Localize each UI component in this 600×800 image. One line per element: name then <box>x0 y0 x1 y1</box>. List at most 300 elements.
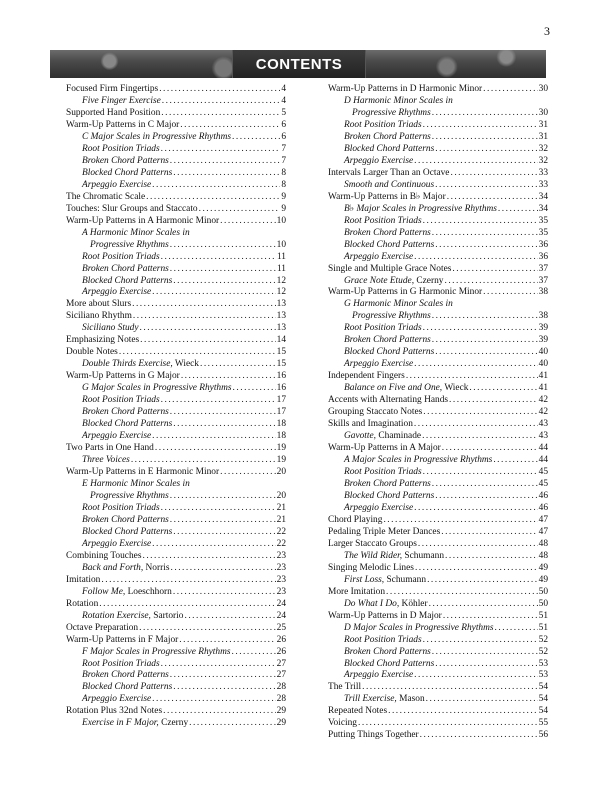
toc-entry[interactable] <box>66 395 286 407</box>
toc-entry-page-number: 14 <box>276 335 286 346</box>
toc-entry-page-number: 39 <box>538 323 548 334</box>
toc-entry[interactable] <box>66 563 286 575</box>
toc-entry-text: Follow Me, <box>82 586 126 597</box>
toc-entry[interactable] <box>66 623 286 635</box>
toc-entry-title <box>344 503 413 515</box>
toc-entry[interactable] <box>328 96 548 108</box>
toc-entry-text: Broken Chord Patterns <box>344 227 431 238</box>
toc-entry[interactable] <box>328 491 548 503</box>
toc-entry[interactable] <box>328 228 548 240</box>
toc-entry-page-number: 49 <box>538 562 548 573</box>
toc-entry-text: Skills and Imagination <box>328 419 413 430</box>
toc-entry-title <box>82 515 169 527</box>
toc-entry[interactable] <box>328 311 548 323</box>
toc-entry[interactable] <box>328 347 548 359</box>
toc-entry-text: Voicing <box>328 718 357 729</box>
toc-entry[interactable] <box>66 216 286 228</box>
toc-entry-title <box>66 599 98 611</box>
toc-entry-title <box>328 587 385 599</box>
toc-entry[interactable] <box>66 383 286 395</box>
toc-entry-title <box>66 120 179 132</box>
toc-entry-text: Broken Chord Patterns <box>344 478 431 489</box>
toc-entry[interactable] <box>328 323 548 335</box>
toc-entry-page-number: 13 <box>276 299 286 310</box>
toc-entry-text: D Harmonic Minor Scales in <box>344 95 453 106</box>
toc-entry[interactable] <box>328 180 548 192</box>
toc-entry[interactable] <box>328 407 548 419</box>
dot-leader <box>432 108 538 120</box>
toc-entry[interactable] <box>66 599 286 611</box>
dot-leader <box>163 706 276 718</box>
toc-entry-composer: Norris <box>143 562 170 573</box>
toc-entry[interactable] <box>66 264 286 276</box>
toc-entry[interactable] <box>328 240 548 252</box>
toc-entry-page-number: 48 <box>538 538 548 549</box>
toc-entry-page-number: 13 <box>276 311 286 322</box>
toc-entry[interactable] <box>328 503 548 515</box>
toc-entry[interactable] <box>328 647 548 659</box>
toc-entry[interactable] <box>328 192 548 204</box>
toc-entry-title <box>344 252 413 264</box>
toc-entry[interactable] <box>66 718 286 730</box>
toc-entry-title <box>328 192 446 204</box>
toc-entry[interactable] <box>66 659 286 671</box>
toc-entry-text: Siciliano Rhythm <box>66 311 132 322</box>
toc-right-column <box>328 84 548 742</box>
toc-entry-page-number: 34 <box>538 203 548 214</box>
toc-entry-page-number: 50 <box>538 586 548 597</box>
toc-entry[interactable] <box>66 252 286 264</box>
toc-entry-text: Warm-Up Patterns in D Major <box>328 610 442 621</box>
toc-entry-text: The Trill <box>328 682 362 693</box>
toc-entry[interactable] <box>66 228 286 240</box>
dot-leader <box>420 730 538 742</box>
toc-entry-title <box>344 599 428 611</box>
toc-entry-page-number: 4 <box>281 95 286 106</box>
toc-entry[interactable] <box>66 156 286 168</box>
toc-entry[interactable] <box>328 659 548 671</box>
toc-entry[interactable] <box>328 120 548 132</box>
toc-entry-page-number: 13 <box>276 323 286 334</box>
toc-entry[interactable] <box>328 563 548 575</box>
toc-entry[interactable] <box>328 419 548 431</box>
toc-entry[interactable] <box>328 431 548 443</box>
dot-leader <box>449 395 538 407</box>
dot-leader <box>423 635 538 647</box>
toc-entry-title <box>328 515 382 527</box>
toc-entry-title <box>66 347 118 359</box>
toc-entry[interactable] <box>328 371 548 383</box>
toc-entry-title <box>328 419 413 431</box>
dot-leader <box>414 252 537 264</box>
toc-entry[interactable] <box>66 323 286 335</box>
toc-entry-text: Root Position Triads <box>82 251 160 262</box>
toc-entry[interactable] <box>328 252 548 264</box>
toc-entry-text: Rotation Exercise, <box>82 610 151 621</box>
dot-leader <box>414 503 537 515</box>
toc-entry-title <box>344 659 434 671</box>
toc-entry-page-number: 26 <box>276 634 286 645</box>
dot-leader <box>161 659 276 671</box>
toc-entry[interactable] <box>328 599 548 611</box>
dot-leader <box>432 479 538 491</box>
toc-entry-title <box>344 647 431 659</box>
toc-entry-text: Two Parts in One Hand <box>66 443 154 454</box>
toc-entry[interactable] <box>328 395 548 407</box>
toc-entry[interactable] <box>66 144 286 156</box>
toc-entry-page-number: 35 <box>538 215 548 226</box>
toc-entry[interactable] <box>66 359 286 371</box>
toc-entry-title <box>344 383 468 395</box>
toc-entry-title <box>82 503 160 515</box>
dot-leader <box>435 491 537 503</box>
dot-leader <box>142 551 275 563</box>
toc-entry[interactable] <box>66 287 286 299</box>
toc-entry[interactable] <box>328 515 548 527</box>
toc-entry[interactable] <box>328 575 548 587</box>
toc-entry[interactable] <box>328 527 548 539</box>
toc-entry-page-number: 9 <box>281 203 286 214</box>
toc-entry[interactable] <box>328 276 548 288</box>
toc-entry[interactable] <box>328 479 548 491</box>
toc-entry[interactable] <box>66 575 286 587</box>
toc-entry-page-number: 16 <box>276 371 286 382</box>
dot-leader <box>170 240 276 252</box>
toc-entry[interactable] <box>66 419 286 431</box>
dot-leader <box>435 180 538 192</box>
toc-entry-page-number: 43 <box>538 419 548 430</box>
toc-entry-title <box>344 335 431 347</box>
dot-leader <box>414 359 537 371</box>
dot-leader <box>171 563 276 575</box>
toc-entry-text: Root Position Triads <box>344 467 422 477</box>
toc-entry-page-number: 8 <box>281 179 286 190</box>
toc-entry-text: Arpeggio Exercise <box>344 670 414 681</box>
toc-entry-page-number: 42 <box>538 395 548 406</box>
dot-leader <box>119 347 276 359</box>
dot-leader <box>362 682 538 694</box>
toc-entry-text: E Harmonic Minor Scales in <box>82 478 190 489</box>
toc-entry[interactable] <box>328 264 548 276</box>
toc-entry[interactable] <box>328 611 548 623</box>
toc-entry-page-number: 55 <box>538 718 548 729</box>
toc-entry-text: Arpeggio Exercise <box>344 251 414 262</box>
toc-entry[interactable] <box>328 168 548 180</box>
toc-entry-title <box>328 539 417 551</box>
toc-entry[interactable] <box>328 216 548 228</box>
toc-entry-page-number: 52 <box>538 634 548 645</box>
toc-entry[interactable] <box>66 539 286 551</box>
toc-entry[interactable] <box>66 467 286 479</box>
toc-entry[interactable] <box>66 132 286 144</box>
dot-leader <box>493 455 537 467</box>
toc-entry[interactable] <box>328 587 548 599</box>
toc-entry[interactable] <box>328 551 548 563</box>
toc-entry-title <box>82 682 172 694</box>
toc-entry-text: Combining Touches <box>66 550 142 561</box>
toc-entry-page-number: 7 <box>281 155 286 166</box>
toc-entry-page-number: 4 <box>281 84 286 94</box>
toc-entry[interactable] <box>66 168 286 180</box>
toc-entry-text: Octave Preparation <box>66 622 139 633</box>
toc-entry-title <box>328 443 441 455</box>
toc-entry-text: Rotation <box>66 598 99 609</box>
toc-entry-text: Siciliano Study <box>82 323 139 334</box>
toc-entry[interactable] <box>66 407 286 419</box>
toc-entry-title <box>66 635 178 647</box>
toc-entry-text: Arpeggio Exercise <box>344 502 414 513</box>
toc-entry-title <box>82 563 170 575</box>
toc-entry[interactable] <box>66 515 286 527</box>
toc-entry[interactable] <box>66 587 286 599</box>
dot-leader <box>358 718 538 730</box>
toc-entry[interactable] <box>66 455 286 467</box>
toc-entry-text: Single and Multiple Grace Notes <box>328 263 452 274</box>
dot-leader <box>432 132 538 144</box>
toc-entry-page-number: 54 <box>538 682 548 693</box>
toc-entry[interactable] <box>328 335 548 347</box>
toc-entry-title <box>328 407 422 419</box>
toc-entry-title <box>328 371 405 383</box>
toc-entry-text: G Harmonic Minor Scales in <box>344 299 453 310</box>
dot-leader <box>432 647 538 659</box>
toc-entry[interactable] <box>66 431 286 443</box>
toc-entry-page-number: 36 <box>538 239 548 250</box>
toc-entry-page-number: 38 <box>538 311 548 322</box>
toc-entry-title <box>82 407 169 419</box>
toc-entry[interactable] <box>328 287 548 299</box>
toc-entry-title <box>344 323 422 335</box>
dot-leader <box>179 635 275 647</box>
toc-entry-composer: Czerny <box>414 275 444 286</box>
toc-entry[interactable] <box>328 670 548 682</box>
toc-entry-text: Focused Firm Fingertips <box>66 84 159 94</box>
toc-entry[interactable] <box>66 84 286 96</box>
toc-entry[interactable] <box>328 84 548 96</box>
toc-entry-title <box>344 156 413 168</box>
toc-entry[interactable] <box>328 730 548 742</box>
toc-entry-title <box>344 216 422 228</box>
dot-leader <box>155 443 276 455</box>
dot-leader <box>189 718 275 730</box>
toc-entry-composer: Loeschhorn <box>125 586 172 597</box>
toc-entry-title <box>344 575 426 587</box>
dot-leader <box>406 371 538 383</box>
dot-leader <box>199 204 281 216</box>
toc-entry[interactable] <box>328 539 548 551</box>
toc-entry-text: Broken Chord Patterns <box>82 407 169 418</box>
toc-entry-text: Blocked Chord Patterns <box>344 658 435 669</box>
toc-entry-text: Repeated Notes <box>328 706 388 717</box>
toc-entry-title <box>328 168 449 180</box>
toc-entry[interactable] <box>66 180 286 192</box>
toc-entry-text: A Harmonic Minor Scales in <box>82 227 190 238</box>
toc-entry-text: Blocked Chord Patterns <box>82 526 173 537</box>
toc-entry-text: Broken Chord Patterns <box>82 670 169 681</box>
toc-entry-text: Blocked Chord Patterns <box>82 275 173 286</box>
toc-entry[interactable] <box>66 108 286 120</box>
toc-entry-text: Three Voices <box>82 455 130 466</box>
toc-entry[interactable] <box>66 96 286 108</box>
toc-entry[interactable] <box>66 192 286 204</box>
toc-entry-title <box>344 623 494 635</box>
toc-entry[interactable] <box>328 204 548 216</box>
toc-entry-title <box>82 96 161 108</box>
toc-entry-text: G Major Scales in Progressive Rhythms <box>82 383 232 394</box>
toc-entry-page-number: 16 <box>276 383 286 394</box>
toc-entry[interactable] <box>328 144 548 156</box>
toc-entry-page-number: 27 <box>276 658 286 669</box>
dot-leader <box>450 168 537 180</box>
toc-entry[interactable] <box>66 503 286 515</box>
toc-entry[interactable] <box>328 706 548 718</box>
dot-leader <box>101 575 275 587</box>
toc-entry-title <box>344 455 492 467</box>
toc-entry-composer: Mason <box>396 694 425 705</box>
toc-entry-title <box>66 575 100 587</box>
toc-entry-title <box>82 359 199 371</box>
toc-entry[interactable] <box>66 682 286 694</box>
toc-entry[interactable] <box>66 204 286 216</box>
toc-entry[interactable] <box>66 479 286 491</box>
dot-leader <box>170 264 276 276</box>
toc-entry[interactable] <box>328 299 548 311</box>
toc-entry-title <box>344 132 431 144</box>
toc-entry-page-number: 23 <box>276 586 286 597</box>
toc-entry-page-number: 45 <box>538 467 548 477</box>
dot-leader <box>152 431 275 443</box>
toc-entry-composer: Schumann <box>402 550 445 561</box>
toc-entry-page-number: 40 <box>538 359 548 370</box>
toc-entry-page-number: 24 <box>276 598 286 609</box>
dot-leader <box>152 287 275 299</box>
toc-entry-title <box>328 718 357 730</box>
toc-entry-page-number: 24 <box>276 610 286 621</box>
toc-entry[interactable] <box>66 635 286 647</box>
toc-entry-title <box>66 623 138 635</box>
toc-entry[interactable] <box>328 682 548 694</box>
toc-entry[interactable] <box>66 276 286 288</box>
toc-entry-text: Back and Forth, <box>82 562 144 573</box>
toc-entry[interactable] <box>328 383 548 395</box>
toc-entry[interactable] <box>66 299 286 311</box>
toc-entry-title <box>344 694 425 706</box>
toc-entry-page-number: 17 <box>276 395 286 406</box>
toc-entry[interactable] <box>328 359 548 371</box>
toc-entry-text: Arpeggio Exercise <box>82 179 152 190</box>
dot-leader <box>173 682 275 694</box>
toc-entry[interactable] <box>66 491 286 503</box>
dot-leader <box>162 96 281 108</box>
toc-entry-page-number: 22 <box>276 538 286 549</box>
dot-leader <box>423 467 538 479</box>
toc-entry-text: Chord Playing <box>328 514 383 525</box>
toc-entry[interactable] <box>328 108 548 120</box>
toc-entry-text: Larger Staccato Groups <box>328 538 417 549</box>
toc-entry-title <box>82 455 130 467</box>
toc-entry-title <box>82 383 232 395</box>
toc-entry-text: Arpeggio Exercise <box>82 538 152 549</box>
toc-entry[interactable] <box>66 527 286 539</box>
toc-entry-title <box>82 527 172 539</box>
toc-entry[interactable] <box>66 694 286 706</box>
page-title: CONTENTS <box>255 55 343 73</box>
toc-entry-page-number: 53 <box>538 658 548 669</box>
toc-entry-page-number: 9 <box>281 191 286 202</box>
toc-entry[interactable] <box>328 443 548 455</box>
toc-entry-composer: Sartorio <box>150 610 184 621</box>
toc-entry-title <box>328 611 442 623</box>
toc-entry-title <box>66 299 131 311</box>
toc-entry-title <box>344 491 434 503</box>
toc-entry[interactable] <box>66 670 286 682</box>
toc-entry-title <box>82 228 190 240</box>
toc-entry[interactable] <box>328 623 548 635</box>
toc-entry[interactable] <box>66 551 286 563</box>
toc-entry-page-number: 17 <box>276 407 286 418</box>
toc-entry-title <box>328 264 451 276</box>
dot-leader <box>152 180 280 192</box>
toc-entry[interactable] <box>66 647 286 659</box>
toc-entry[interactable] <box>66 120 286 132</box>
dot-leader <box>441 527 537 539</box>
dot-leader <box>146 192 280 204</box>
toc-entry-text: Warm-Up Patterns in A Major <box>328 443 441 454</box>
toc-entry-text: Progressive Rhythms <box>90 490 169 501</box>
toc-entry-text: The Chromatic Scale <box>66 191 146 202</box>
toc-entry-title <box>328 706 387 718</box>
toc-entry-title <box>344 635 422 647</box>
toc-entry[interactable] <box>66 706 286 718</box>
toc-entry-title <box>344 228 431 240</box>
toc-entry[interactable] <box>328 455 548 467</box>
toc-entry[interactable] <box>66 311 286 323</box>
toc-entry-title <box>344 431 421 443</box>
toc-entry[interactable] <box>66 443 286 455</box>
toc-entry[interactable] <box>66 611 286 623</box>
toc-entry-text: Root Position Triads <box>82 395 160 406</box>
toc-entry-page-number: 51 <box>538 610 548 621</box>
toc-entry[interactable] <box>66 335 286 347</box>
toc-entry-title <box>90 491 169 503</box>
toc-entry-page-number: 6 <box>281 119 286 130</box>
dot-leader <box>388 706 538 718</box>
toc-entry[interactable] <box>328 156 548 168</box>
toc-entry-title <box>82 276 172 288</box>
toc-entry-title <box>344 467 422 479</box>
toc-entry-text: The Wild Rider, <box>344 550 403 561</box>
toc-entry[interactable] <box>328 467 548 479</box>
toc-entry[interactable] <box>328 132 548 144</box>
toc-entry[interactable] <box>66 240 286 252</box>
dot-leader <box>432 228 538 240</box>
toc-entry-text: Grouping Staccato Notes <box>328 407 423 418</box>
toc-entry[interactable] <box>328 635 548 647</box>
dot-leader <box>427 575 538 587</box>
dot-leader <box>132 299 276 311</box>
toc-entry[interactable] <box>328 694 548 706</box>
dot-leader <box>435 347 537 359</box>
toc-entry[interactable] <box>66 347 286 359</box>
dot-leader <box>133 311 276 323</box>
toc-entry[interactable] <box>66 371 286 383</box>
toc-entry-title <box>66 216 219 228</box>
toc-entry-text: Broken Chord Patterns <box>82 263 169 274</box>
dot-leader <box>423 323 538 335</box>
toc-entry-page-number: 28 <box>276 694 286 705</box>
dot-leader <box>173 276 275 288</box>
toc-entry[interactable] <box>328 718 548 730</box>
